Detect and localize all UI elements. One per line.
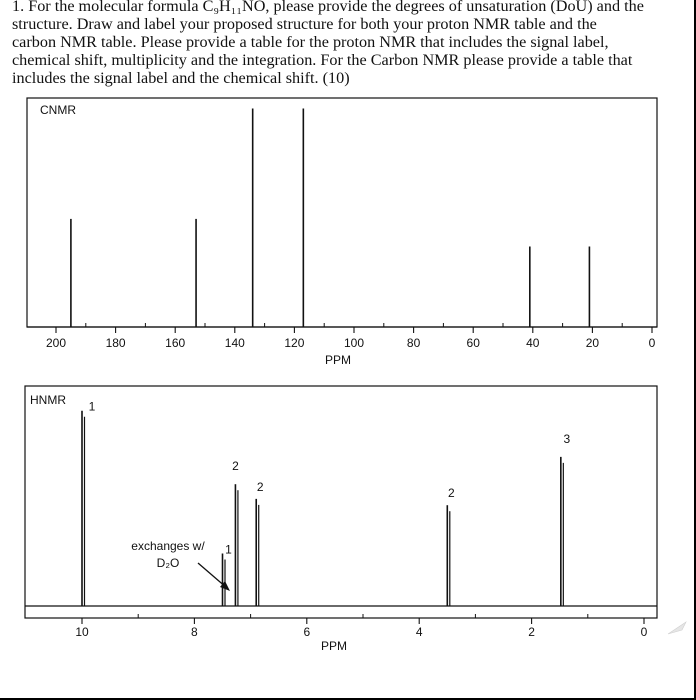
cnmr-x-axis-label: PPM	[324, 353, 352, 367]
question-line: carbon NMR table. Please provide a table for the proton NMR that includes the signal label,	[12, 33, 609, 51]
question-line: 1. For the molecular formula C₉H₁₁NO, please provide the degrees of unsaturation (DoU) and the	[12, 0, 644, 15]
hnmr-integration-label: 2	[232, 459, 239, 474]
cnmr-peaks	[71, 109, 590, 328]
hnmr-tick-label: 2	[528, 625, 535, 639]
cnmr-tick-label: 100	[343, 336, 365, 350]
hnmr-integration-label: 2	[256, 479, 264, 494]
hnmr-peak	[561, 432, 571, 606]
cnmr-tick-label: 40	[526, 336, 540, 350]
cnmr-tick-label: 160	[165, 336, 186, 350]
hnmr-annotation-d2o: D₂O	[156, 556, 180, 570]
hnmr-annotation: exchanges w/	[131, 539, 205, 553]
hnmr-peaks	[82, 400, 570, 606]
cnmr-tick-label: 80	[406, 336, 421, 350]
hnmr-integration-label: 3	[563, 431, 571, 446]
hnmr-x-axis-label: PPM	[320, 639, 348, 653]
hnmr-tick-label: 6	[303, 625, 311, 639]
cnmr-tick-label: 200	[45, 336, 67, 350]
cnmr-plot-frame	[27, 98, 657, 327]
hnmr-integration-label: 1	[225, 542, 232, 557]
hnmr-plot-frame	[25, 386, 657, 618]
cnmr-title: CNMR	[40, 103, 76, 117]
hnmr-tick-label: 10	[75, 625, 89, 639]
hnmr-tick-label: 8	[191, 625, 198, 639]
hnmr-peak	[256, 480, 264, 606]
question-line: chemical shift, multiplicity and the integration. For the Carbon NMR please provide a table that	[12, 51, 633, 69]
hnmr-integration-label: 2	[447, 486, 455, 501]
hnmr-peak	[223, 543, 233, 607]
cnmr-tick-label: 20	[585, 336, 600, 350]
hnmr-peak	[82, 400, 96, 606]
cnmr-tick-label: 180	[105, 336, 126, 350]
hnmr-tick-label: 4	[415, 625, 423, 639]
hnmr-peak	[447, 486, 455, 606]
hnmr-peak	[232, 459, 239, 606]
question-line: includes the signal label and the chemical shift. (10)	[12, 69, 350, 87]
cnmr-tick-label: 120	[284, 336, 305, 350]
hnmr-tick-label: 0	[640, 625, 648, 639]
cnmr-tick-label: 60	[466, 336, 480, 350]
cnmr-tick-label: 0	[648, 336, 656, 350]
cnmr-tick-label: 140	[224, 336, 245, 350]
page-curl	[668, 622, 686, 634]
hnmr-title: HNMR	[30, 393, 66, 407]
question-line: structure. Draw and label your proposed structure for both your proton NMR table and the	[12, 15, 597, 33]
hnmr-integration-label: 1	[88, 399, 96, 414]
